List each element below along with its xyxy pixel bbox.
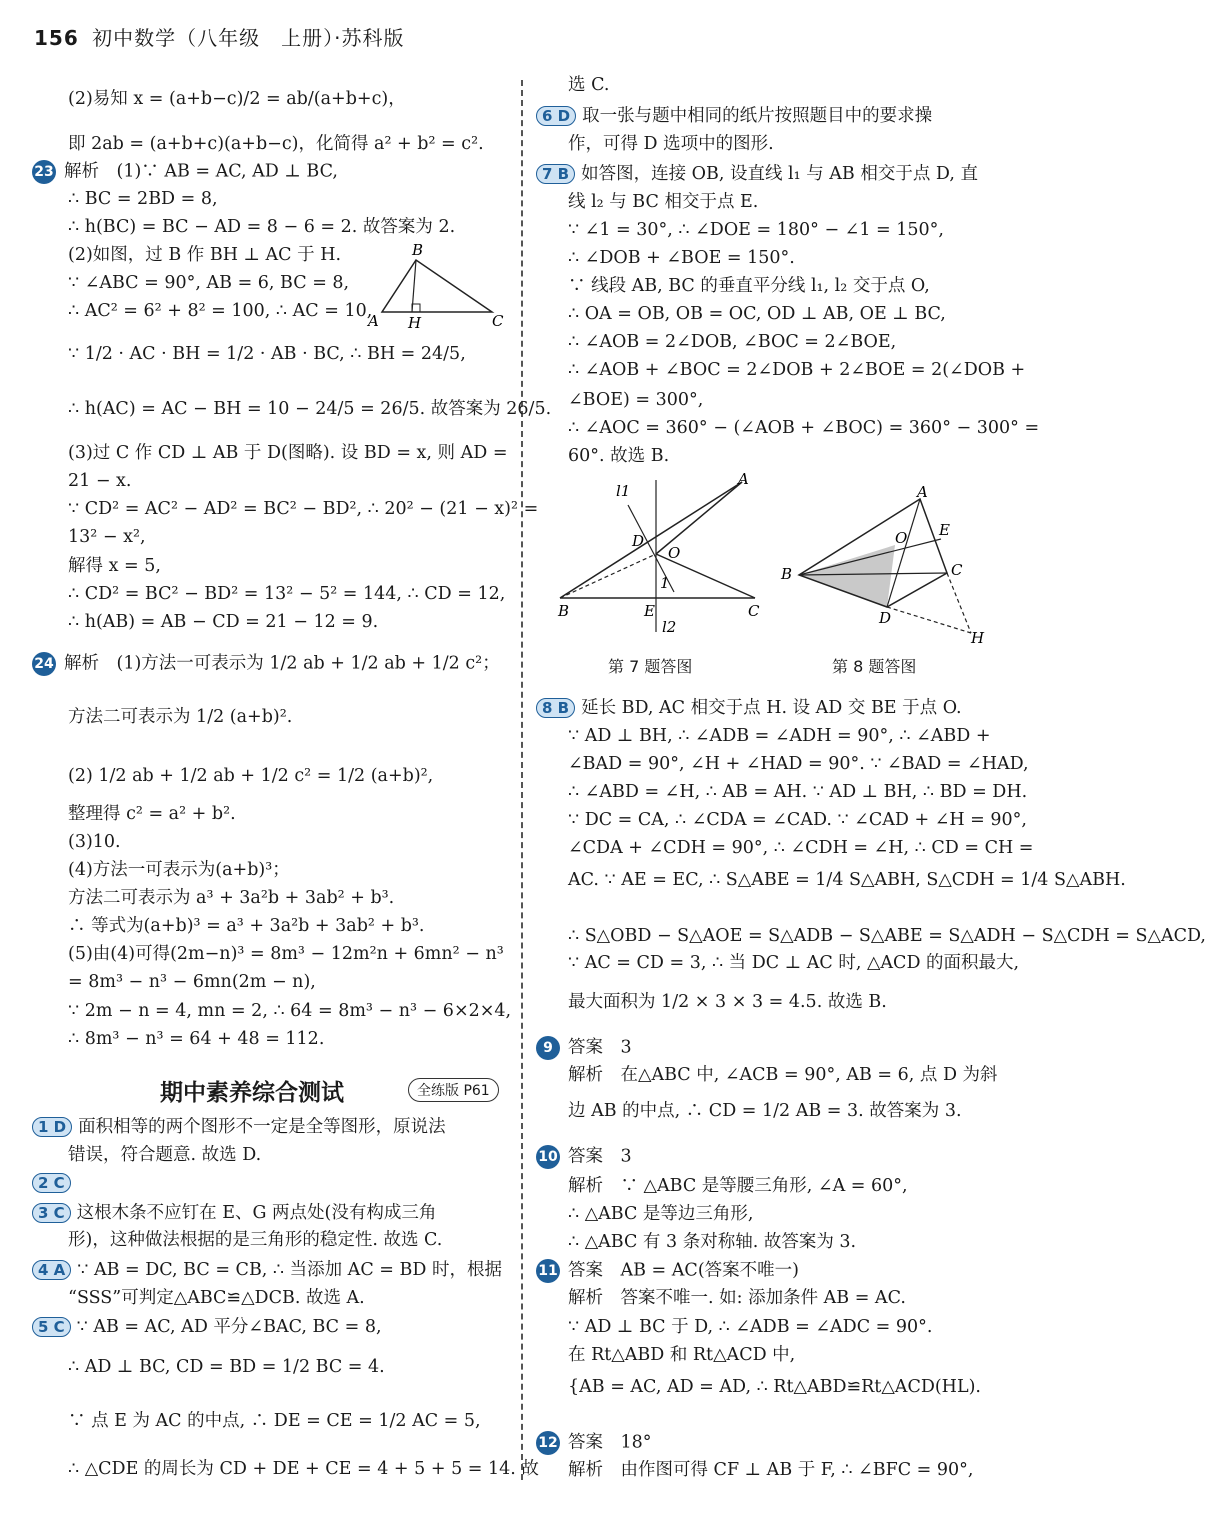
text-line: ∴ ∠ABD = ∠H, ∴ AB = AH. ∵ AD ⊥ BH, ∴ BD = DH. <box>568 782 1028 802</box>
page-header <box>34 22 404 51</box>
text-line: (3)过 C 作 CD ⊥ AB 于 D(图略). 设 BD = x, 则 AD = <box>68 443 508 463</box>
text-line: 解析 答案不唯一. 如: 添加条件 AB = AC. <box>568 1288 906 1308</box>
text-line: ∴ △ABC 有 3 条对称轴. 故答案为 3. <box>568 1232 857 1252</box>
text-line: 解析 在△ABC 中, ∠ACB = 90°, AB = 6, 点 D 为斜 <box>568 1065 998 1085</box>
text-line: 21 − x. <box>68 471 132 491</box>
text-line <box>536 105 932 127</box>
text-line: ∴ △ABC 是等边三角形, <box>568 1204 754 1224</box>
triangle-figure <box>362 240 512 335</box>
question-number-badge: 24 <box>32 652 56 676</box>
line-text: 答案 18° <box>568 1432 652 1453</box>
fig-label: O <box>895 529 908 547</box>
question-number-badge: 23 <box>32 160 56 184</box>
text-line: ∴ ∠AOB = 2∠DOB, ∠BOC = 2∠BOE, <box>568 332 897 352</box>
text-line: = 8m³ − n³ − 6mn(2m − n), <box>68 972 316 992</box>
answer-badge: 8 B <box>536 698 575 718</box>
fig-label: A <box>738 470 749 488</box>
column-divider <box>521 80 523 1480</box>
answer-badge: 3 C <box>32 1203 71 1223</box>
section-tag: 全练版 P61 <box>408 1078 499 1102</box>
fig-label: D <box>879 609 892 627</box>
text-line: 在 Rt△ABD 和 Rt△ACD 中, <box>568 1345 796 1365</box>
line-text: 答案 AB = AC(答案不唯一) <box>568 1260 799 1281</box>
text-line: ∵ AC = CD = 3, ∴ 当 DC ⊥ AC 时, △ACD 的面积最大, <box>568 953 1020 973</box>
text-line: ∵ AD ⊥ BC 于 D, ∴ ∠ADB = ∠ADC = 90°. <box>568 1317 933 1337</box>
text-line: (2)如图，过 B 作 BH ⊥ AC 于 H. <box>68 245 342 265</box>
text-line <box>536 1259 799 1283</box>
text-line: ∴ 8m³ − n³ = 64 + 48 = 112. <box>68 1029 325 1049</box>
text-line <box>32 1259 502 1281</box>
text-line: (2) 1/2 ab + 1/2 ab + 1/2 c² = 1/2 (a+b)², <box>68 766 434 786</box>
text-line: ∵ 线段 AB, BC 的垂直平分线 l₁, l₂ 交于点 O, <box>568 276 930 296</box>
text-line: 作，可得 D 选项中的图形. <box>568 134 774 154</box>
answer-badge: 7 B <box>536 164 575 184</box>
text-line: ∵ 1/2 · AC · BH = 1/2 · AB · BC, ∴ BH = 24/5, <box>68 344 466 364</box>
text-line: 解析 由作图可得 CF ⊥ AB 于 F, ∴ ∠BFC = 90°, <box>568 1460 974 1480</box>
answer-badge: 2 C <box>32 1173 71 1193</box>
question-number-badge: 10 <box>536 1145 560 1169</box>
text-line: AC. ∵ AE = EC, ∴ S△ABE = 1/4 S△ABH, S△CDH = 1/4 S△ABH. <box>568 870 1126 890</box>
text-line: ∴ △CDE 的周长为 CD + DE + CE = 4 + 5 + 5 = 14. 故 <box>68 1459 539 1479</box>
text-line: ∴ AC² = 6² + 8² = 100, ∴ AC = 10, <box>68 301 373 321</box>
line-text: ∵ AB = AC, AD 平分∠BAC, BC = 8, <box>76 1317 382 1337</box>
text-line: ∵ ∠ABC = 90°, AB = 6, BC = 8, <box>68 273 350 293</box>
text-line: 线 l₂ 与 BC 相交于点 E. <box>568 192 759 212</box>
fig-label: E <box>939 521 950 539</box>
text-line: ∵ AD ⊥ BH, ∴ ∠ADB = ∠ADH = 90°, ∴ ∠ABD + <box>568 726 991 746</box>
line-text: 答案 3 <box>568 1037 632 1058</box>
text-line: ∴ h(BC) = BC − AD = 8 − 6 = 2. 故答案为 2. <box>68 217 456 237</box>
answer-badge: 6 D <box>536 106 576 126</box>
text-line <box>32 1116 446 1138</box>
text-line <box>536 697 962 719</box>
line-text: 面积相等的两个图形不一定是全等图形，原说法 <box>78 1117 446 1137</box>
text-line: 整理得 c² = a² + b². <box>68 804 236 824</box>
text-line: 解析 ∵ △ABC 是等腰三角形, ∠A = 60°, <box>568 1176 908 1196</box>
answer-badge: 4 A <box>32 1260 71 1280</box>
text-line: ∠CDA + ∠CDH = 90°, ∴ ∠CDH = ∠H, ∴ CD = CH = <box>568 838 1034 858</box>
line-text: ∵ AB = DC, BC = CB, ∴ 当添加 AC = BD 时，根据 <box>77 1260 502 1280</box>
text-line: 最大面积为 1/2 × 3 × 3 = 4.5. 故选 B. <box>568 992 887 1012</box>
text-line <box>536 1431 652 1455</box>
text-line: ∵ 2m − n = 4, mn = 2, ∴ 64 = 8m³ − n³ − 6×2×4, <box>68 1001 512 1021</box>
text-line: 选 C. <box>568 75 610 95</box>
figure-7-caption: 第 7 题答图 <box>608 657 693 676</box>
fig-label: E <box>644 602 655 620</box>
text-line: (2)易知 x = (a+b−c)/2 = ab/(a+b+c)， <box>68 89 406 109</box>
line-text: 解析 (1)方法一可表示为 1/2 ab + 1/2 ab + 1/2 c²； <box>64 653 500 674</box>
text-line <box>32 1172 77 1194</box>
text-line: ∴ h(AB) = AB − CD = 21 − 12 = 9. <box>68 612 379 632</box>
text-line: 错误，符合题意. 故选 D. <box>68 1145 262 1165</box>
text-line: 60°. 故选 B. <box>568 446 670 466</box>
fig-label: A <box>917 483 928 501</box>
text-line <box>32 1202 436 1224</box>
figure-8-caption: 第 8 题答图 <box>832 657 917 676</box>
text-line: 方法二可表示为 1/2 (a+b)². <box>68 707 293 727</box>
text-line <box>536 1145 632 1169</box>
fig-label: l2 <box>662 618 677 636</box>
text-line: 方法二可表示为 a³ + 3a²b + 3ab² + b³. <box>68 888 395 908</box>
text-line: 即 2ab = (a+b+c)(a+b−c)，化简得 a² + b² = c². <box>68 134 484 154</box>
line-text: 取一张与题中相同的纸片按照题目中的要求操 <box>582 106 933 126</box>
text-line: ∴ CD² = BC² − BD² = 13² − 5² = 144, ∴ CD = 12, <box>68 584 506 604</box>
text-line: ∵ ∠1 = 30°, ∴ ∠DOE = 180° − ∠1 = 150°, <box>568 220 944 240</box>
text-line <box>32 652 500 676</box>
line-text: 答案 3 <box>568 1146 632 1167</box>
fig-label: B <box>558 602 570 620</box>
text-line: ∴ OA = OB, OB = OC, OD ⊥ AB, OE ⊥ BC, <box>568 304 946 324</box>
figure-7 <box>550 470 770 645</box>
fig-label: D <box>632 532 645 550</box>
question-number-badge: 11 <box>536 1259 560 1283</box>
text-line: (4)方法一可表示为(a+b)³； <box>68 860 290 880</box>
fig-label: B <box>781 565 793 583</box>
book-title: 初中数学（八年级 上册）·苏科版 <box>92 26 405 50</box>
line-text: 延长 BD, AC 相交于点 H. 设 AD 交 BE 于点 O. <box>581 698 962 718</box>
text-line: ∴ ∠DOB + ∠BOE = 150°. <box>568 248 795 268</box>
fig-label: C <box>748 602 760 620</box>
text-line <box>536 1036 632 1060</box>
text-line <box>536 163 978 185</box>
section-title: 期中素养综合测试 <box>160 1080 344 1106</box>
text-line: 边 AB 的中点, ∴ CD = 1/2 AB = 3. 故答案为 3. <box>568 1101 962 1121</box>
fig-label: H <box>408 314 422 332</box>
text-line: ∠BAD = 90°, ∠H + ∠HAD = 90°. ∵ ∠BAD = ∠HAD, <box>568 754 1029 774</box>
text-line: ∴ S△OBD − S△AOE = S△ADB − S△ABE = S△ADH − S△CDH = S△ACD, <box>568 926 1206 946</box>
fig-label: C <box>492 312 504 330</box>
fig-label: A <box>368 312 379 330</box>
text-line: ∴ 等式为(a+b)³ = a³ + 3a²b + 3ab² + b³. <box>68 916 425 936</box>
figure-8 <box>775 485 1005 650</box>
line-text: 解析 (1)∵ AB = AC, AD ⊥ BC, <box>64 161 338 182</box>
question-number-badge: 9 <box>536 1036 560 1060</box>
text-line: ∴ h(AC) = AC − BH = 10 − 24/5 = 26/5. 故答案为 26/5. <box>68 399 552 419</box>
answer-badge: 5 C <box>32 1317 71 1337</box>
text-line: 解得 x = 5, <box>68 556 161 576</box>
text-line: 13² − x², <box>68 527 146 547</box>
text-line: ∴ BC = 2BD = 8, <box>68 189 218 209</box>
page-number: 156 <box>34 26 79 50</box>
text-line: ∴ AD ⊥ BC, CD = BD = 1/2 BC = 4. <box>68 1357 385 1377</box>
text-line: 形)，这种做法根据的是三角形的稳定性. 故选 C. <box>68 1230 443 1250</box>
text-line: ∠BOE) = 300°, <box>568 390 704 410</box>
text-line <box>32 160 338 184</box>
question-number-badge: 12 <box>536 1431 560 1455</box>
text-line: ∴ ∠AOB + ∠BOC = 2∠DOB + 2∠BOE = 2(∠DOB + <box>568 360 1026 380</box>
fig-label: C <box>951 561 963 579</box>
text-line: ∵ 点 E 为 AC 的中点, ∴ DE = CE = 1/2 AC = 5, <box>68 1411 481 1431</box>
text-line: “SSS”可判定△ABC≌△DCB. 故选 A. <box>68 1288 365 1308</box>
fig-label: H <box>971 629 985 647</box>
fig-label: l1 <box>616 482 631 500</box>
text-line: (3)10. <box>68 832 121 852</box>
text-line: ∴ ∠AOC = 360° − (∠AOB + ∠BOC) = 360° − 300° = <box>568 418 1040 438</box>
text-line: ∵ DC = CA, ∴ ∠CDA = ∠CAD. ∵ ∠CAD + ∠H = 90°, <box>568 810 1027 830</box>
line-text: 如答图，连接 OB, 设直线 l₁ 与 AB 相交于点 D, 直 <box>581 164 978 184</box>
line-text: 这根木条不应钉在 E、G 两点处(没有构成三角 <box>76 1203 437 1223</box>
text-line: ∵ CD² = AC² − AD² = BC² − BD², ∴ 20² − (21 − x)² = <box>68 499 539 519</box>
answer-badge: 1 D <box>32 1117 72 1137</box>
fig-label: B <box>412 241 424 259</box>
fig-label: 1 <box>660 574 670 592</box>
text-line: (5)由(4)可得(2m−n)³ = 8m³ − 12m²n + 6mn² − n³ <box>68 944 504 964</box>
text-line <box>32 1316 382 1338</box>
fig-label: O <box>668 544 681 562</box>
text-line: {AB = AC, AD = AD, ∴ Rt△ABD≌Rt△ACD(HL). <box>568 1377 981 1397</box>
